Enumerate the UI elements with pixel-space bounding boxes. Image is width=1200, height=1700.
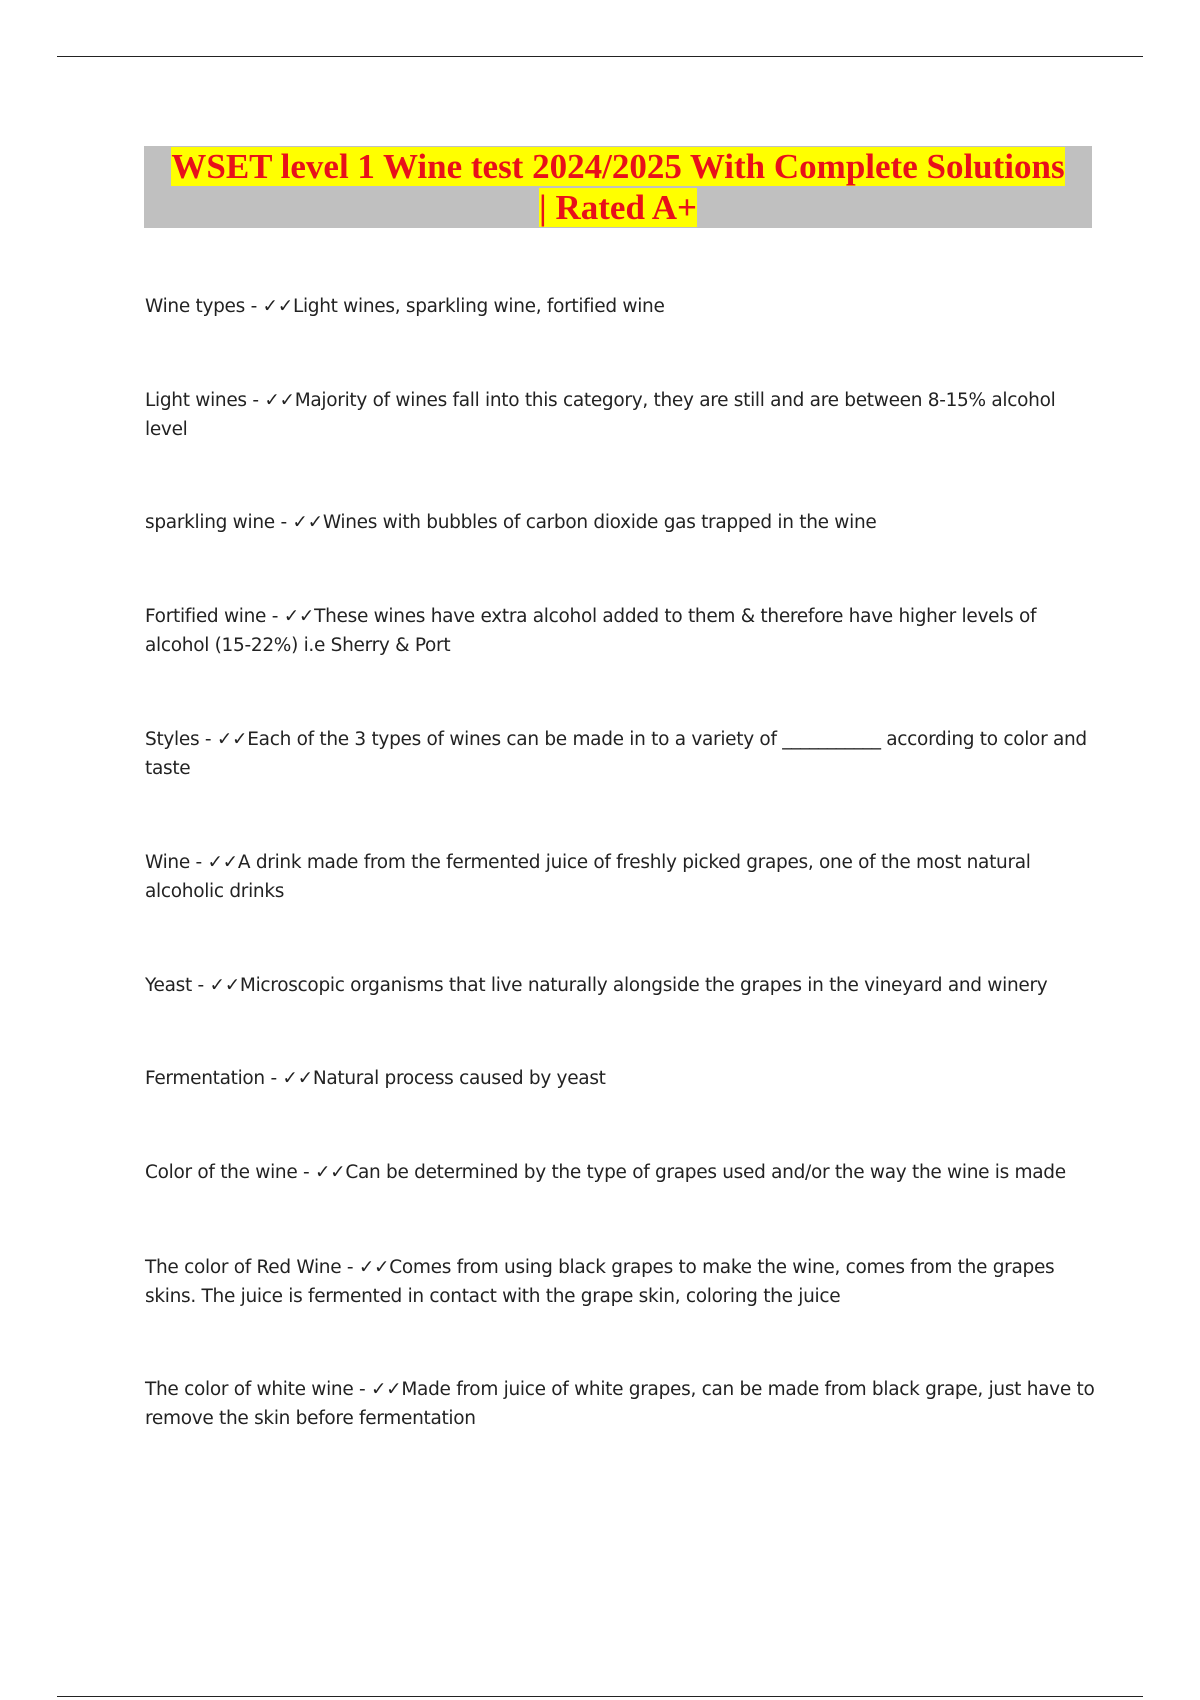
footer-rule: [57, 1696, 1143, 1697]
flashcard-answer: These wines have extra alcohol added to them & therefore have higher levels of alcohol (15-22%) i.e Sherry & Port: [145, 606, 1037, 656]
flashcard-answer: Light wines, sparkling wine, fortified wine: [292, 296, 665, 317]
flashcard-term: sparkling wine: [145, 512, 275, 533]
double-check-icon: ✓✓: [370, 1379, 402, 1400]
double-check-icon: ✓✓: [264, 390, 295, 411]
flashcard-answer: Can be determined by the type of grapes used and/or the way the wine is made: [345, 1162, 1066, 1183]
double-check-icon: ✓✓: [292, 512, 323, 533]
flashcard-item: [145, 602, 1095, 660]
flashcard-term: Fortified wine: [145, 606, 267, 627]
flashcard-item: [145, 725, 1095, 783]
separator: -: [341, 1257, 359, 1278]
separator: -: [244, 296, 263, 317]
flashcard-answer: Microscopic organisms that live naturally alongside the grapes in the vineyard and winery: [239, 975, 1048, 996]
flashcard-item: [145, 508, 1095, 537]
flashcard-answer: Wines with bubbles of carbon dioxide gas trapped in the wine: [322, 512, 877, 533]
flashcard-item: [145, 1253, 1095, 1311]
double-check-icon: ✓✓: [282, 1068, 313, 1089]
flashcard-term: Yeast: [145, 975, 192, 996]
flashcard-term: The color of Red Wine: [145, 1257, 342, 1278]
title-line-1: WSET level 1 Wine test 2024/2025 With Complete Solutions: [171, 147, 1065, 186]
flashcard-item: [145, 971, 1095, 1000]
flashcard-term: Color of the wine: [145, 1162, 298, 1183]
double-check-icon: ✓✓: [283, 606, 315, 627]
flashcard-item: [145, 848, 1095, 906]
double-check-icon: ✓✓: [262, 296, 293, 317]
title-banner: [144, 146, 1092, 228]
separator: -: [264, 1068, 283, 1089]
flashcard-term: The color of white wine: [145, 1379, 354, 1400]
title-line-2: | Rated A+: [539, 188, 697, 227]
flashcard-item: [145, 1064, 1095, 1093]
double-check-icon: ✓✓: [209, 975, 240, 996]
separator: -: [274, 512, 293, 533]
separator: -: [199, 729, 217, 750]
flashcard-item: [145, 1375, 1095, 1433]
separator: -: [297, 1162, 315, 1183]
header-rule: [57, 56, 1143, 57]
document-title: [144, 146, 1092, 228]
flashcard-item: [145, 386, 1095, 444]
flashcard-answer: Majority of wines fall into this category, they are still and are between 8-15% alcohol level: [145, 390, 1056, 440]
flashcard-term: Wine: [145, 852, 190, 873]
flashcard-term: Wine types: [145, 296, 245, 317]
separator: -: [353, 1379, 371, 1400]
flashcard-term: Light wines: [145, 390, 247, 411]
flashcard-term: Styles: [145, 729, 200, 750]
separator: -: [246, 390, 265, 411]
flashcard-item: [145, 1158, 1095, 1187]
separator: -: [266, 606, 284, 627]
flashcard-answer: Natural process caused by yeast: [312, 1068, 606, 1089]
double-check-icon: ✓✓: [216, 729, 248, 750]
double-check-icon: ✓✓: [314, 1162, 346, 1183]
double-check-icon: ✓✓: [207, 852, 238, 873]
flashcard-answer: Comes from using black grapes to make the wine, comes from the grapes skins. The juice is fermented in contact with the grape skin, coloring the juice: [145, 1257, 1055, 1307]
separator: -: [189, 852, 208, 873]
flashcard-answer: Made from juice of white grapes, can be made from black grape, just have to remove the skin before fermentation: [145, 1379, 1095, 1429]
flashcard-answer: Each of the 3 types of wines can be made in to a variety of ___________ according to color and taste: [145, 729, 1087, 779]
double-check-icon: ✓✓: [358, 1257, 390, 1278]
separator: -: [191, 975, 210, 996]
flashcard-term: Fermentation: [145, 1068, 265, 1089]
flashcard-item: [145, 292, 1095, 321]
flashcard-answer: A drink made from the fermented juice of freshly picked grapes, one of the most natural alcoholic drinks: [145, 852, 1031, 902]
